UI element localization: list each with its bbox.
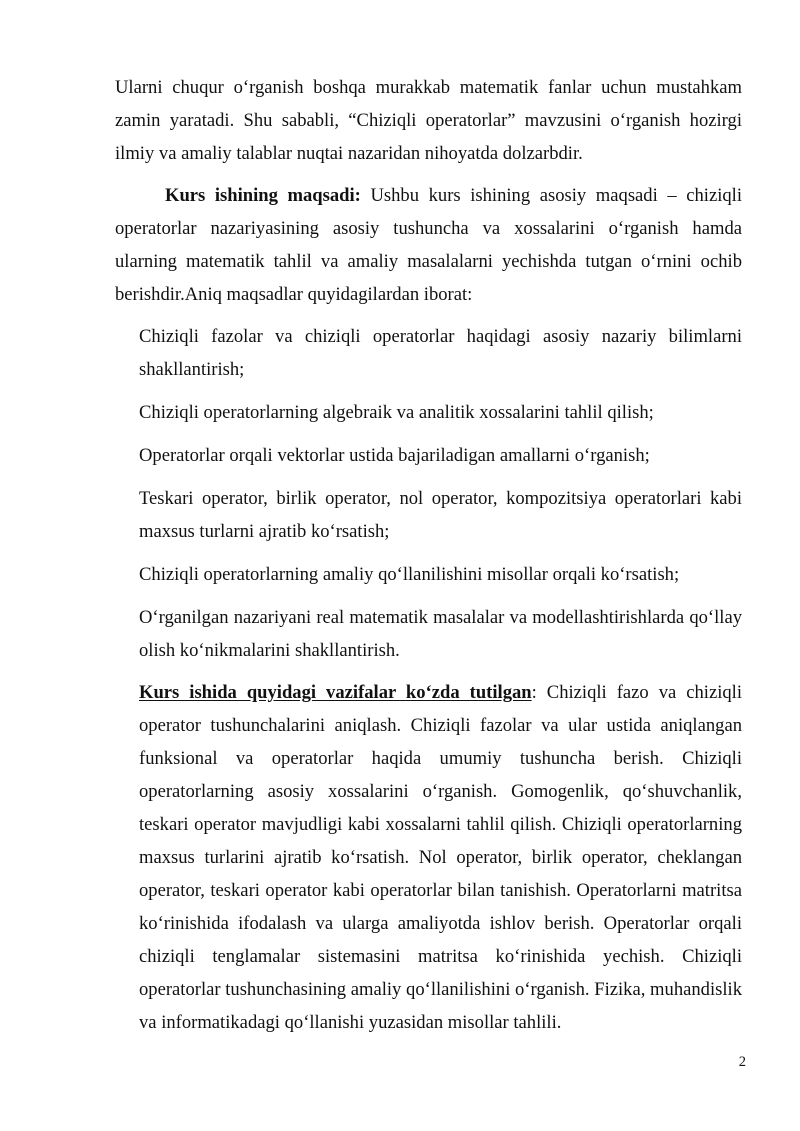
goal-heading: Kurs ishining maqsadi:	[165, 185, 361, 206]
tasks-paragraph	[139, 676, 742, 1039]
goals-list-item: Operatorlar orqali vektorlar ustida bajariladigan amallarni o‘rganish;	[139, 445, 650, 466]
goals-list-item: Chiziqli operatorlarning algebraik va analitik xossalarini tahlil qilish;	[139, 402, 654, 423]
intro-paragraph: Ularni chuqur o‘rganish boshqa murakkab matematik fanlar uchun mustahkam zamin yaratadi. Shu sababli, “Chiziqli operatorlar” mavzusini o‘rganish hozirgi ilmiy va amaliy talablar nuqtai nazaridan nihoyatda dolzarbdir.	[115, 77, 742, 164]
tasks-text: Chiziqli fazo va chiziqli operator tushunchalarini aniqlash. Chiziqli fazolar va ular ustida aniqlangan funksional va operatorlar haqida umumiy tushuncha berish. Chiziqli operatorlarning asosiy xossalarini o‘rganish. Gomogenlik, qo‘shuvchanlik, teskari operator mavjudligi kabi xossalarni tahlil qilish. Chiziqli operatorlarning maxsus turlarini ajratib ko‘rsatish. Nol operator, birlik operator, cheklangan operator, teskari operator kabi operatorlar bilan tanishish. Operatorlarni matritsa ko‘rinishida ifodalash va ularga amaliyotda ishlov berish. Operatorlar orqali chiziqli tenglamalar sistemasini matritsa ko‘rinishida yechish. Chiziqli operatorlar tushunchasining amaliy qo‘llanilishini o‘rganish. Fizika, muhandislik va informatikadagi qo‘llanishi yuzasidan misollar tahlili.	[139, 682, 742, 1033]
goals-list-item: O‘rganilgan nazariyani real matematik masalalar va modellashtirishlarda qo‘llay olish ko‘nikmalarini shakllantirish.	[139, 607, 742, 661]
page-number: 2	[738, 1054, 746, 1070]
tasks-heading: Kurs ishida quyidagi vazifalar ko‘zda tutilgan	[139, 682, 532, 703]
goal-text: Ushbu kurs ishining asosiy maqsadi – chiziqli operatorlar nazariyasining asosiy tushuncha va xossalarini o‘rganish hamda ularning matematik tahlil va amaliy masalalarni yechishda tutgan o‘rnini ochib berishdir.Aniq maqsadlar quyidagilardan iborat:	[115, 185, 742, 305]
goals-list-item: Chiziqli operatorlarning amaliy qo‘llanilishini misollar orqali ko‘rsatish;	[139, 564, 680, 585]
goal-paragraph	[115, 179, 742, 311]
goals-list-item: Chiziqli fazolar va chiziqli operatorlar haqidagi asosiy nazariy bilimlarni shakllantirish;	[139, 326, 742, 380]
goals-list	[139, 320, 742, 677]
tasks-colon: :	[531, 682, 537, 703]
goals-list-item: Teskari operator, birlik operator, nol operator, kompozitsiya operatorlari kabi maxsus turlarni ajratib ko‘rsatish;	[139, 488, 742, 542]
